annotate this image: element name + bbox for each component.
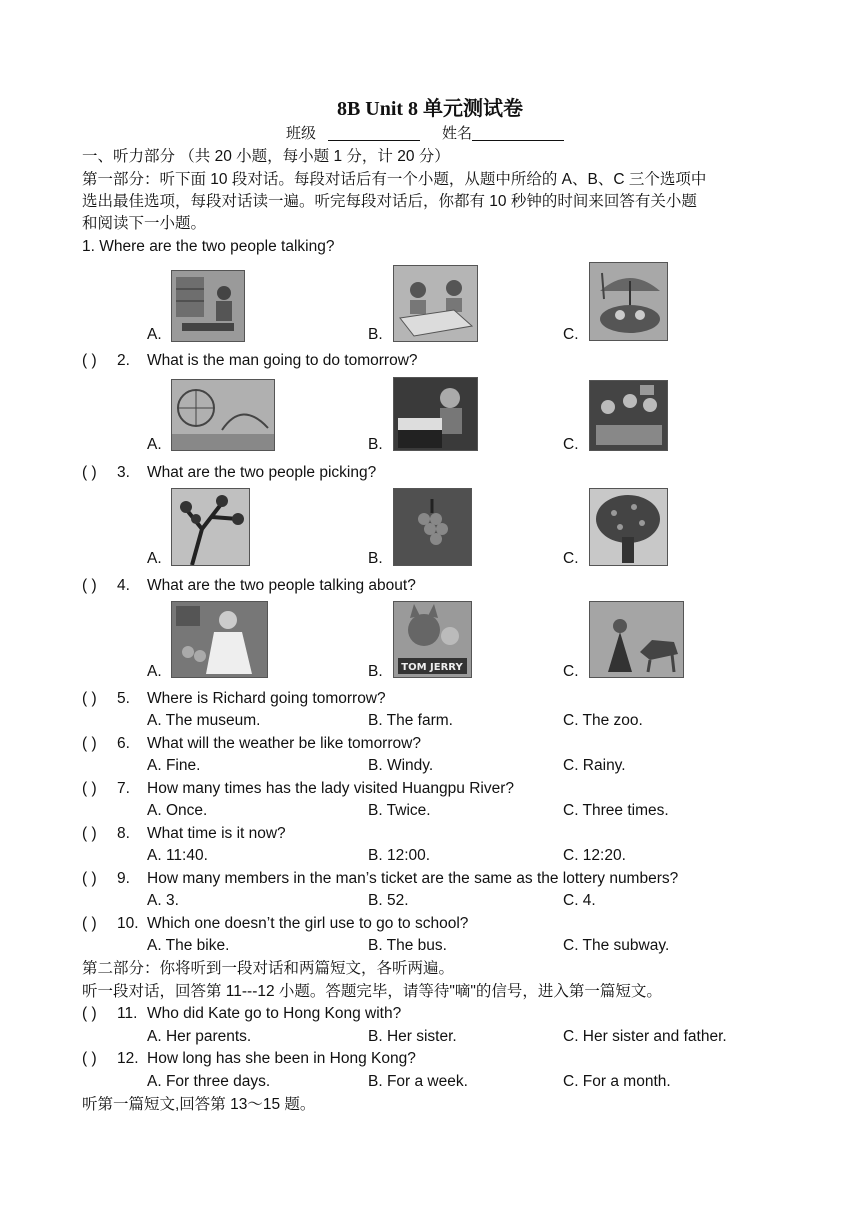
option-label[interactable]: B. xyxy=(368,550,383,567)
name-blank[interactable] xyxy=(472,126,564,141)
question-number: 8. xyxy=(117,825,130,842)
option-label[interactable]: C. xyxy=(563,663,579,680)
option-c[interactable]: C. 4. xyxy=(563,892,596,909)
option-b[interactable]: B. 52. xyxy=(368,892,409,909)
option-a[interactable]: A. The museum. xyxy=(147,712,261,729)
name-label: 姓名 xyxy=(442,125,473,142)
wolf-and-riding-hood-icon xyxy=(589,601,684,678)
option-a[interactable]: A. For three days. xyxy=(147,1073,271,1090)
option-b[interactable]: B. Twice. xyxy=(368,802,431,819)
answer-blank[interactable]: ( ) xyxy=(82,690,97,707)
class-label: 班级 xyxy=(286,125,317,142)
answer-blank[interactable]: ( ) xyxy=(82,1005,97,1022)
question-number: 3. xyxy=(117,464,130,481)
question-5-text: Where is Richard going tomorrow? xyxy=(147,690,386,707)
option-b[interactable]: B. The farm. xyxy=(368,712,453,729)
option-b[interactable]: B. Windy. xyxy=(368,757,434,774)
answer-blank[interactable]: ( ) xyxy=(82,870,97,887)
option-a[interactable]: A. 3. xyxy=(147,892,179,909)
option-b[interactable]: B. Her sister. xyxy=(368,1028,457,1045)
option-label[interactable]: A. xyxy=(147,326,162,343)
option-c[interactable]: C. Her sister and father. xyxy=(563,1028,727,1045)
man-playing-piano-icon xyxy=(393,377,478,451)
question-12-text: How long has she been in Hong Kong? xyxy=(147,1050,416,1067)
option-label[interactable]: C. xyxy=(563,550,579,567)
question-6-text: What will the weather be like tomorrow? xyxy=(147,735,421,752)
library-scene-icon xyxy=(171,270,245,342)
option-c[interactable]: C. The zoo. xyxy=(563,712,643,729)
answer-blank[interactable]: ( ) xyxy=(82,780,97,797)
question-number: 5. xyxy=(117,690,130,707)
option-a[interactable]: A. Her parents. xyxy=(147,1028,252,1045)
option-label[interactable]: C. xyxy=(563,326,579,343)
option-b[interactable]: B. For a week. xyxy=(368,1073,468,1090)
section-heading: 一、听力部分 （共 20 小题，每小题 1 分，计 20 分） xyxy=(82,148,450,165)
cartoon-title: TOM JERRY xyxy=(401,662,463,673)
question-2-text: What is the man going to do tomorrow? xyxy=(147,352,418,369)
tom-and-jerry-icon xyxy=(393,601,472,678)
option-label[interactable]: A. xyxy=(147,663,162,680)
answer-blank[interactable]: ( ) xyxy=(82,735,97,752)
family-dinner-icon xyxy=(589,380,668,451)
question-8-text: What time is it now? xyxy=(147,825,286,842)
part2-instructions: 第二部分：你将听到一段对话和两篇短文，各听两遍。 xyxy=(82,960,455,977)
answer-blank[interactable]: ( ) xyxy=(82,352,97,369)
question-3-text: What are the two people picking? xyxy=(147,464,377,481)
question-number: 7. xyxy=(117,780,130,797)
option-a[interactable]: A. The bike. xyxy=(147,937,230,954)
question-9-text: How many members in the man’s ticket are the same as the lottery numbers? xyxy=(147,870,679,887)
option-b[interactable]: B. The bus. xyxy=(368,937,447,954)
student-info xyxy=(286,122,564,143)
option-label[interactable]: B. xyxy=(368,326,383,343)
branch-with-fruit-icon xyxy=(171,488,250,566)
grapes-icon xyxy=(393,488,472,566)
page-title: 8B Unit 8 单元测试卷 xyxy=(336,98,524,120)
answer-blank[interactable]: ( ) xyxy=(82,464,97,481)
question-number: 11. xyxy=(117,1005,138,1022)
beach-umbrella-icon xyxy=(589,262,668,341)
question-1: 1. Where are the two people talking? xyxy=(82,238,335,255)
option-b[interactable]: B. 12:00. xyxy=(368,847,431,864)
instruction-line: 选出最佳选项，每段对话读一遍。听完每段对话后，你都有 10 秒钟的时间来回答有关小题 xyxy=(82,193,697,210)
option-a[interactable]: A. Fine. xyxy=(147,757,201,774)
option-label[interactable]: B. xyxy=(368,663,383,680)
option-label[interactable]: A. xyxy=(147,550,162,567)
class-blank[interactable] xyxy=(328,126,420,141)
question-number: 9. xyxy=(117,870,130,887)
apple-tree-icon xyxy=(589,488,668,566)
option-label[interactable]: C. xyxy=(563,436,579,453)
answer-blank[interactable]: ( ) xyxy=(82,825,97,842)
question-number: 6. xyxy=(117,735,130,752)
option-c[interactable]: C. Rainy. xyxy=(563,757,626,774)
instruction-line: 第一部分：听下面 10 段对话。每段对话后有一个小题，从题中所给的 A、B、C 三个选项中 xyxy=(82,171,707,188)
passage-instruction: 听第一篇短文,回答第 13～15 题。 xyxy=(82,1096,316,1113)
part2-instructions: 听一段对话，回答第 11---12 小题。答题完毕，请等待"嘀"的信号，进入第一篇短文。 xyxy=(82,983,662,1000)
question-number: 2. xyxy=(117,352,130,369)
option-c[interactable]: C. Three times. xyxy=(563,802,669,819)
option-label[interactable]: B. xyxy=(368,436,383,453)
answer-blank[interactable]: ( ) xyxy=(82,577,97,594)
instruction-line: 和阅读下一小题。 xyxy=(82,215,207,232)
question-10-text: Which one doesn’t the girl use to go to school? xyxy=(147,915,469,932)
question-number: 10. xyxy=(117,915,139,932)
question-7-text: How many times has the lady visited Huangpu River? xyxy=(147,780,515,797)
answer-blank[interactable]: ( ) xyxy=(82,915,97,932)
option-c[interactable]: C. 12:20. xyxy=(563,847,626,864)
classroom-scene-icon xyxy=(393,265,478,342)
option-a[interactable]: A. Once. xyxy=(147,802,208,819)
question-number: 12. xyxy=(117,1050,139,1067)
snow-white-icon xyxy=(171,601,268,678)
option-c[interactable]: C. For a month. xyxy=(563,1073,671,1090)
question-4-text: What are the two people talking about? xyxy=(147,577,416,594)
option-c[interactable]: C. The subway. xyxy=(563,937,670,954)
amusement-park-icon xyxy=(171,379,275,451)
question-11-text: Who did Kate go to Hong Kong with? xyxy=(147,1005,402,1022)
option-label[interactable]: A. xyxy=(147,436,162,453)
question-number: 4. xyxy=(117,577,130,594)
answer-blank[interactable]: ( ) xyxy=(82,1050,97,1067)
option-a[interactable]: A. 11:40. xyxy=(147,847,208,864)
